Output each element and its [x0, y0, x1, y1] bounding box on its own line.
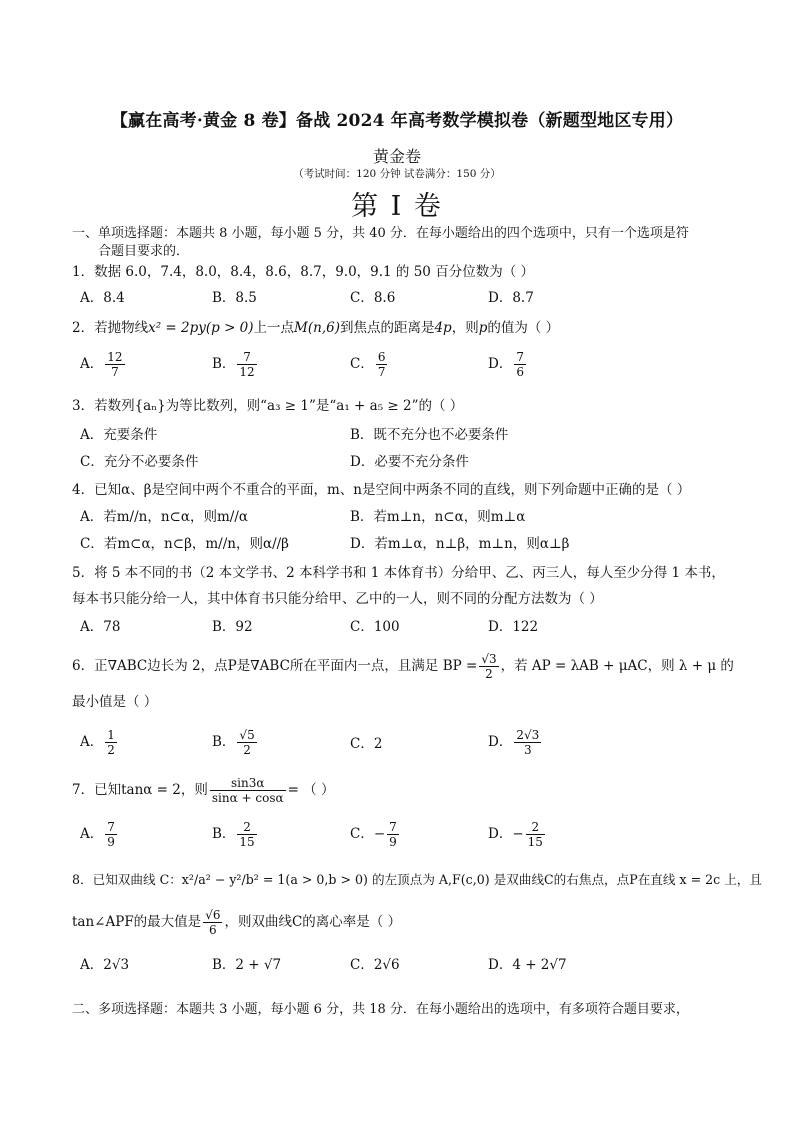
q6-option-b-fraction: [237, 728, 256, 757]
q6-bp-den: 2: [485, 667, 493, 681]
q6-option-c: [350, 734, 382, 754]
q6-option-d-fraction: [514, 728, 541, 757]
q2-stem-a: 2．若抛物线: [72, 320, 149, 336]
q4-option-d: D．若m⊥α，n⊥β，m⊥n，则α⊥β: [350, 536, 570, 552]
q4-option-c: C．若m⊂α，n⊂β，m//n，则α//β: [80, 536, 289, 552]
q7-den: sinα + cosα: [211, 791, 284, 805]
q2-stem-d: ，则: [451, 320, 479, 336]
q8-stem-b1: tan∠APF的最大值是: [72, 914, 202, 930]
q6-option-d-label: D．: [488, 734, 513, 750]
q2-c-num: 6: [377, 350, 386, 364]
q6-option-b: [212, 728, 259, 757]
q3-option-c: C．充分不必要条件: [80, 454, 199, 470]
q8-option-d: D．4 + 2√7: [488, 957, 567, 973]
q2-stem-b: 上一点: [253, 320, 295, 336]
q8-stem-b2: ，则双曲线C的离心率是（ ）: [224, 914, 402, 930]
section2-instruction-line1: 二、多项选择题：本题共 3 小题，每小题 6 分，共 18 分．在每小题给出的选项中，有多项符合题目要求，: [72, 1002, 689, 1017]
q2-distance: 4p: [434, 320, 452, 336]
q1-stem: 1．数据 6.0，7.4，8.0，8.4，8.6，8.7，9.0，9.1 的 50 百分位数为（ ）: [72, 264, 534, 280]
q3-option-b: B．既不充分也不必要条件: [350, 427, 509, 443]
q2-d-den: 6: [516, 365, 524, 379]
q7-stem-b: = （ ）: [287, 782, 335, 798]
q5-option-d: D．122: [488, 619, 539, 635]
q6-stem-b: ，若 AP = λAB + μAC，则 λ + μ 的: [500, 658, 734, 674]
q6-option-a-fraction: [105, 728, 117, 757]
q6-b-den: 2: [243, 743, 251, 757]
q2-option-a-fraction: [105, 350, 124, 379]
q2-option-c-label: C．: [350, 356, 374, 372]
q8-option-c: C．2√6: [350, 957, 400, 973]
q2-b-den: 12: [239, 365, 255, 379]
q7-num: sin3α: [210, 776, 286, 791]
q7-b-den: 15: [239, 835, 255, 849]
q1-option-c: C．8.6: [350, 290, 396, 306]
q4-option-a: A．若m//n，n⊂α，则m//α: [80, 509, 248, 525]
paper-subtitle: 黄金卷: [372, 147, 421, 166]
q5-option-a: A．78: [80, 619, 121, 635]
q2-formula: x² = 2py(p > 0): [148, 320, 254, 336]
section1-instruction-line1: 一、单项选择题：本题共 8 小题，每小题 5 分，共 40 分．在每小题给出的四个选项中，只有一个选项是符: [72, 226, 689, 241]
q7-b-num: 2: [237, 820, 256, 835]
q6-a-num: 1: [107, 728, 115, 742]
q6-option-b-label: B．: [212, 734, 236, 750]
q2-a-den: 7: [111, 365, 119, 379]
q7-a-den: 9: [107, 835, 115, 849]
q5-line1: 5．将 5 本不同的书（2 本文学书、2 本科学书和 1 本体育书）分给甲、乙、丙三人，每人至少分得 1 本书，: [72, 565, 725, 581]
q3-option-d: D．必要不充分条件: [350, 454, 469, 470]
q7-c-minus: −: [373, 826, 386, 842]
q7-option-b-label: B．: [212, 826, 236, 842]
q8-max-den: 6: [209, 923, 217, 937]
q2-option-d-label: D．: [488, 356, 513, 372]
q7-option-a-label: A．: [80, 826, 104, 842]
q7-d-minus: −: [512, 826, 524, 842]
q8-option-a: A．2√3: [80, 957, 130, 973]
q6-option-c-label: C．: [350, 736, 374, 752]
q7-option-c-label: C．: [350, 826, 374, 842]
q2-option-d: [488, 350, 528, 379]
q2-option-b-label: B．: [212, 356, 236, 372]
q8-max-fraction: [203, 908, 222, 937]
q7-d-den: 15: [527, 835, 543, 849]
q2-stem-c: 到焦点的距离是: [339, 320, 435, 336]
q7-c-den: 9: [389, 835, 397, 849]
q7-c-num: 7: [389, 820, 397, 834]
q3-option-a: A．充要条件: [80, 427, 158, 443]
q6-option-d: [488, 728, 543, 757]
q4-option-b: B．若m⊥n，n⊂α，则m⊥α: [350, 509, 526, 525]
q7-option-c: [350, 820, 401, 849]
q1-option-d: D．8.7: [488, 290, 534, 306]
q2-option-a: [80, 350, 127, 379]
q6-d-den: 3: [523, 743, 532, 757]
q2-option-c: [350, 350, 389, 379]
q6-bp-fraction: [479, 652, 498, 681]
q7-stem: [72, 776, 334, 805]
q7-option-c-fraction: [387, 820, 399, 849]
q4-stem: 4．已知α、β是空间中两个不重合的平面，m、n是空间中两条不同的直线，则下列命题中正确的是（ ）: [72, 482, 691, 498]
q6-stem: [72, 652, 734, 681]
q7-fraction: [210, 776, 286, 805]
q7-option-a: [80, 820, 119, 849]
q6-c-value: 2: [373, 736, 383, 752]
q6-stem-a: 6．正∇ABC边长为 2，点P是∇ABC所在平面内一点，且满足 BP =: [72, 658, 478, 674]
q2-var: p: [478, 320, 488, 336]
q7-option-a-fraction: [105, 820, 117, 849]
q2-point: M(n,6): [294, 320, 340, 336]
q6-bp-num: √3: [481, 652, 497, 666]
q6-option-a-label: A．: [80, 734, 104, 750]
q5-line2: 每本书只能分给一人，其中体育书只能分给甲、乙中的一人，则不同的分配方法数为（ ）: [72, 591, 603, 607]
q7-option-b: [212, 820, 259, 849]
q7-option-d: [488, 820, 547, 849]
q7-stem-a: 7．已知tanα = 2，则: [72, 782, 208, 798]
q5-option-b: B．92: [212, 619, 253, 635]
q2-option-b-fraction: [237, 350, 256, 379]
q2-a-num: 12: [107, 350, 123, 364]
section1-instruction-line2: 合题目要求的．: [98, 244, 190, 259]
q2-c-den: 7: [377, 365, 386, 379]
q2-option-b: [212, 350, 259, 379]
q6-option-a: [80, 728, 119, 757]
volume-heading: 第 I 卷: [351, 191, 443, 222]
q2-option-c-fraction: [376, 350, 388, 379]
q8-stem-line1: 8．已知双曲线 C：x²/a² − y²/b² = 1(a > 0,b > 0) 的左顶点为 A,F(c,0) 是双曲线C的右焦点，点P在直线 x = 2c 上，且: [72, 872, 762, 887]
q2-option-a-label: A．: [80, 356, 104, 372]
q7-d-num: 2: [526, 820, 545, 835]
q3-stem: 3．若数列{aₙ}为等比数列，则“a₃ ≥ 1”是“a₁ + a₅ ≥ 2”的（ ）: [72, 398, 464, 414]
q8-stem-line2: [72, 908, 401, 937]
exam-info: （考试时间：120 分钟 试卷满分：150 分）: [293, 168, 501, 180]
q6-d-num: 2√3: [516, 728, 540, 742]
q7-option-b-fraction: [237, 820, 256, 849]
q7-option-d-label: D．: [488, 826, 513, 842]
q1-option-b: B．8.5: [212, 290, 257, 306]
q7-option-d-fraction: [526, 820, 545, 849]
q8-option-b: B．2 + √7: [212, 957, 282, 973]
exam-title: 【赢在高考·黄金 8 卷】备战 2024 年高考数学模拟卷（新题型地区专用）: [110, 111, 684, 131]
q6-b-num: √5: [239, 728, 255, 742]
q6-a-den: 2: [107, 743, 115, 757]
q2-d-num: 7: [516, 350, 524, 364]
q5-option-c: C．100: [350, 619, 400, 635]
q7-a-num: 7: [107, 820, 115, 834]
q2-b-num: 7: [237, 350, 256, 365]
q8-max-num: √6: [205, 908, 221, 922]
q2-option-d-fraction: [514, 350, 526, 379]
q6-line2: 最小值是（ ）: [72, 694, 158, 710]
q2-stem: [72, 318, 559, 338]
q1-option-a: A．8.4: [80, 290, 125, 306]
q2-stem-e: 的值为（ ）: [487, 320, 560, 336]
